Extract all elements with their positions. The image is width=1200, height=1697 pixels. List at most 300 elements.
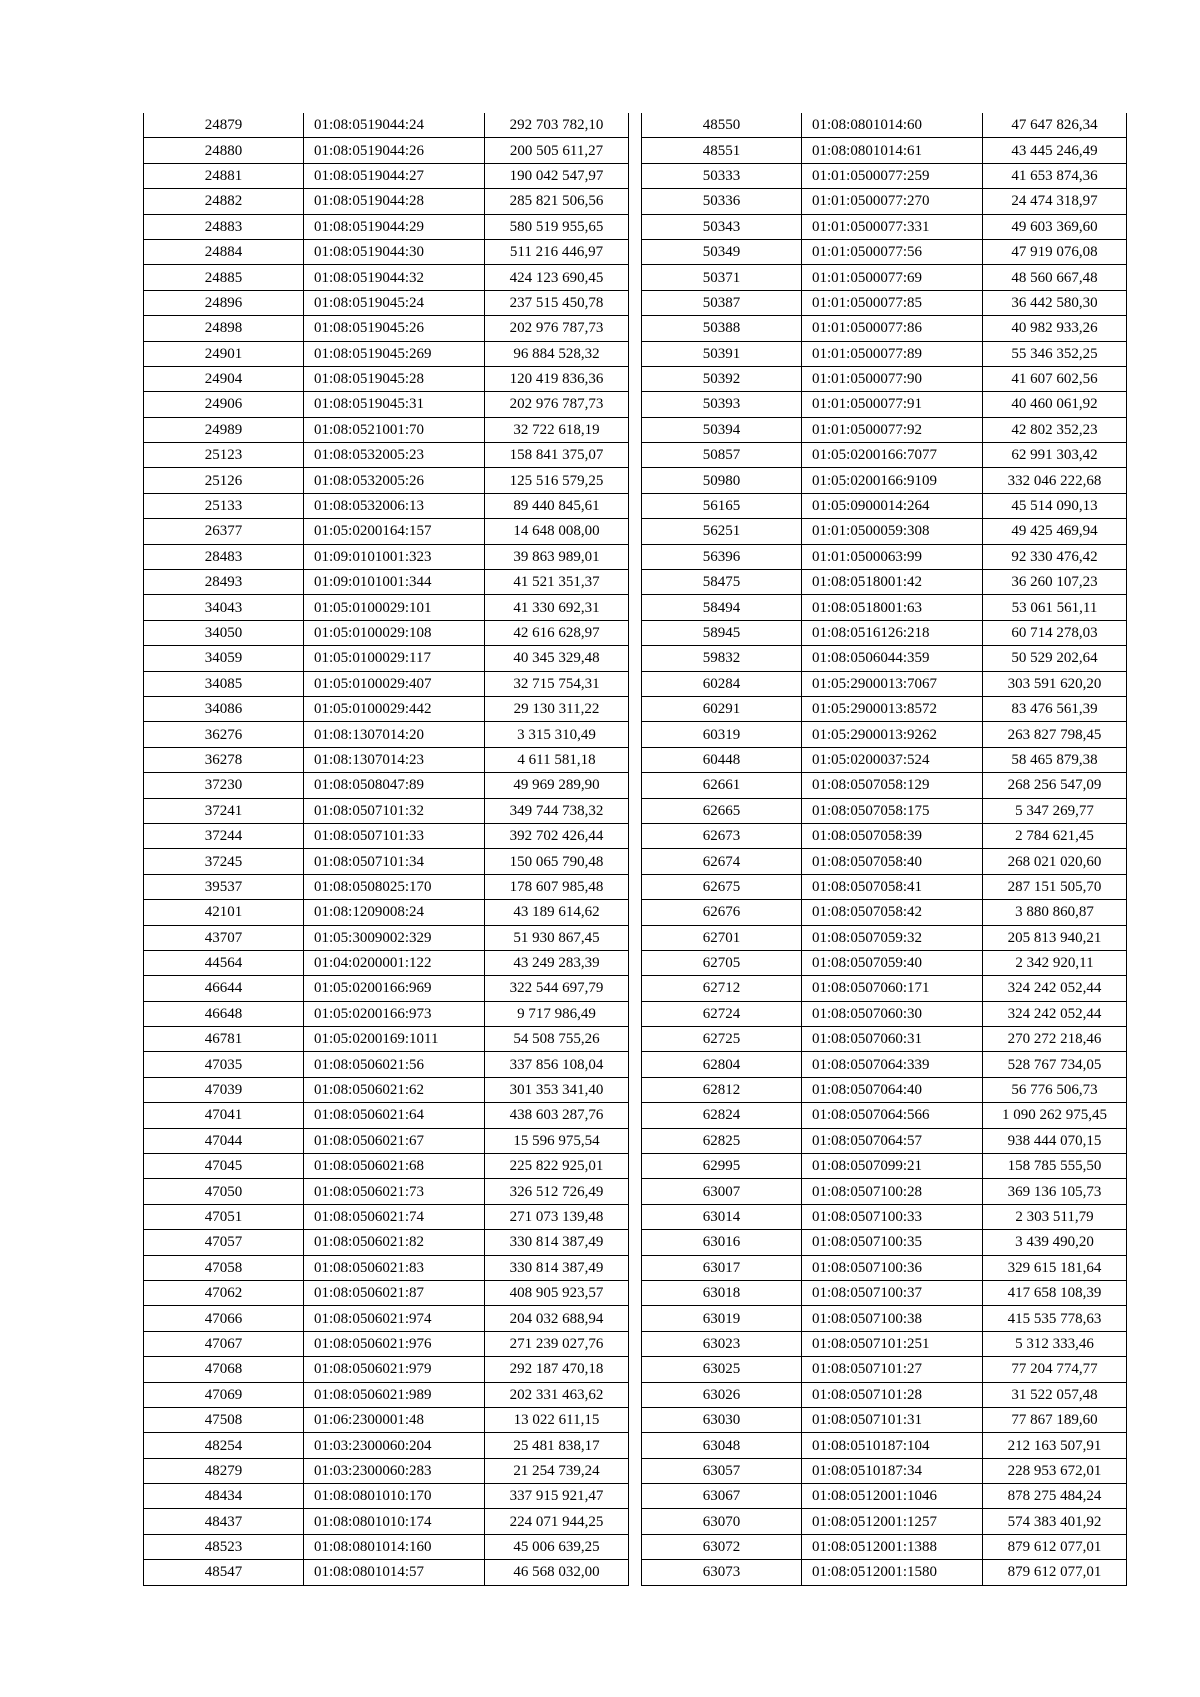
left-table-body: [144, 113, 629, 1585]
table-row: [144, 214, 629, 239]
table-row: [642, 696, 1127, 721]
table-row: [144, 417, 629, 442]
table-row: [642, 976, 1127, 1001]
row-number-cell: 25133: [144, 493, 304, 518]
cadastral-number-cell: 01:08:0508047:89: [304, 773, 485, 798]
row-number-cell: 47039: [144, 1077, 304, 1102]
row-number-cell: 47067: [144, 1331, 304, 1356]
table-row: [144, 595, 629, 620]
value-cell: 2 342 920,11: [983, 950, 1127, 975]
value-cell: 332 046 222,68: [983, 468, 1127, 493]
table-row: [642, 874, 1127, 899]
cadastral-number-cell: 01:05:3009002:329: [304, 925, 485, 950]
row-number-cell: 60319: [642, 722, 802, 747]
row-number-cell: 60448: [642, 747, 802, 772]
table-row: [144, 1306, 629, 1331]
value-cell: 268 021 020,60: [983, 849, 1127, 874]
table-row: [642, 138, 1127, 163]
value-cell: 415 535 778,63: [983, 1306, 1127, 1331]
cadastral-number-cell: 01:08:0801014:60: [802, 113, 983, 138]
row-number-cell: 56251: [642, 519, 802, 544]
value-cell: 424 123 690,45: [485, 265, 629, 290]
row-number-cell: 48547: [144, 1560, 304, 1585]
row-number-cell: 25123: [144, 443, 304, 468]
row-number-cell: 48279: [144, 1458, 304, 1483]
table-row: [642, 1077, 1127, 1102]
cadastral-number-cell: 01:08:0506021:68: [304, 1154, 485, 1179]
value-cell: 271 239 027,76: [485, 1331, 629, 1356]
row-number-cell: 58475: [642, 570, 802, 595]
table-row: [642, 595, 1127, 620]
cadastral-number-cell: 01:08:0510187:104: [802, 1433, 983, 1458]
row-number-cell: 63007: [642, 1179, 802, 1204]
row-number-cell: 63016: [642, 1230, 802, 1255]
row-number-cell: 24901: [144, 341, 304, 366]
value-cell: 237 515 450,78: [485, 290, 629, 315]
value-cell: 3 880 860,87: [983, 900, 1127, 925]
row-number-cell: 50371: [642, 265, 802, 290]
value-cell: 43 189 614,62: [485, 900, 629, 925]
cadastral-number-cell: 01:08:0519044:28: [304, 189, 485, 214]
value-cell: 202 976 787,73: [485, 392, 629, 417]
table-row: [642, 189, 1127, 214]
row-number-cell: 62804: [642, 1052, 802, 1077]
row-number-cell: 58494: [642, 595, 802, 620]
cadastral-number-cell: 01:08:0507100:33: [802, 1204, 983, 1229]
table-row: [642, 316, 1127, 341]
cadastral-number-cell: 01:03:2300060:283: [304, 1458, 485, 1483]
table-row: [642, 544, 1127, 569]
cadastral-number-cell: 01:03:2300060:204: [304, 1433, 485, 1458]
right-table-body: [642, 113, 1127, 1585]
cadastral-number-cell: 01:08:0532006:13: [304, 493, 485, 518]
value-cell: 14 648 008,00: [485, 519, 629, 544]
row-number-cell: 62712: [642, 976, 802, 1001]
value-cell: 200 505 611,27: [485, 138, 629, 163]
table-row: [144, 519, 629, 544]
right-table: [641, 113, 1127, 1586]
row-number-cell: 24881: [144, 163, 304, 188]
cadastral-number-cell: 01:01:0500077:69: [802, 265, 983, 290]
row-number-cell: 60284: [642, 671, 802, 696]
table-row: [642, 1306, 1127, 1331]
value-cell: 83 476 561,39: [983, 696, 1127, 721]
value-cell: 15 596 975,54: [485, 1128, 629, 1153]
table-row: [642, 773, 1127, 798]
cadastral-number-cell: 01:08:0507058:175: [802, 798, 983, 823]
row-number-cell: 50333: [642, 163, 802, 188]
table-row: [642, 798, 1127, 823]
value-cell: 528 767 734,05: [983, 1052, 1127, 1077]
cadastral-number-cell: 01:05:0200166:7077: [802, 443, 983, 468]
cadastral-number-cell: 01:08:0519045:31: [304, 392, 485, 417]
table-row: [642, 747, 1127, 772]
cadastral-number-cell: 01:08:0519045:269: [304, 341, 485, 366]
table-row: [642, 265, 1127, 290]
cadastral-number-cell: 01:08:0507060:30: [802, 1001, 983, 1026]
cadastral-number-cell: 01:08:0507064:40: [802, 1077, 983, 1102]
cadastral-number-cell: 01:05:2900013:8572: [802, 696, 983, 721]
table-row: [144, 1204, 629, 1229]
value-cell: 5 347 269,77: [983, 798, 1127, 823]
row-number-cell: 47066: [144, 1306, 304, 1331]
row-number-cell: 46648: [144, 1001, 304, 1026]
value-cell: 225 822 925,01: [485, 1154, 629, 1179]
value-cell: 263 827 798,45: [983, 722, 1127, 747]
row-number-cell: 62661: [642, 773, 802, 798]
value-cell: 49 603 369,60: [983, 214, 1127, 239]
cadastral-number-cell: 01:09:0101001:344: [304, 570, 485, 595]
cadastral-number-cell: 01:05:0200164:157: [304, 519, 485, 544]
value-cell: 337 915 921,47: [485, 1484, 629, 1509]
cadastral-number-cell: 01:01:0500077:86: [802, 316, 983, 341]
cadastral-number-cell: 01:08:0507100:35: [802, 1230, 983, 1255]
table-row: [642, 925, 1127, 950]
table-row: [144, 1509, 629, 1534]
table-row: [642, 341, 1127, 366]
cadastral-number-cell: 01:09:0101001:323: [304, 544, 485, 569]
cadastral-number-cell: 01:08:0512001:1580: [802, 1560, 983, 1585]
value-cell: 150 065 790,48: [485, 849, 629, 874]
value-cell: 1 090 262 975,45: [983, 1103, 1127, 1128]
table-row: [144, 1534, 629, 1559]
table-row: [642, 646, 1127, 671]
cadastral-number-cell: 01:05:0200037:524: [802, 747, 983, 772]
table-row: [144, 1357, 629, 1382]
row-number-cell: 34050: [144, 620, 304, 645]
row-number-cell: 63057: [642, 1458, 802, 1483]
row-number-cell: 50391: [642, 341, 802, 366]
value-cell: 3 439 490,20: [983, 1230, 1127, 1255]
value-cell: 878 275 484,24: [983, 1484, 1127, 1509]
row-number-cell: 63019: [642, 1306, 802, 1331]
cadastral-number-cell: 01:08:0507101:27: [802, 1357, 983, 1382]
value-cell: 369 136 105,73: [983, 1179, 1127, 1204]
row-number-cell: 62701: [642, 925, 802, 950]
row-number-cell: 50388: [642, 316, 802, 341]
table-row: [144, 925, 629, 950]
cadastral-number-cell: 01:01:0500077:91: [802, 392, 983, 417]
cadastral-number-cell: 01:08:0801010:170: [304, 1484, 485, 1509]
value-cell: 349 744 738,32: [485, 798, 629, 823]
cadastral-number-cell: 01:08:0507101:34: [304, 849, 485, 874]
cadastral-number-cell: 01:08:1307014:23: [304, 747, 485, 772]
row-number-cell: 63018: [642, 1280, 802, 1305]
cadastral-number-cell: 01:08:0507100:38: [802, 1306, 983, 1331]
value-cell: 228 953 672,01: [983, 1458, 1127, 1483]
cadastral-number-cell: 01:08:0507099:21: [802, 1154, 983, 1179]
value-cell: 58 465 879,38: [983, 747, 1127, 772]
cadastral-number-cell: 01:01:0500077:259: [802, 163, 983, 188]
table-row: [144, 823, 629, 848]
cadastral-number-cell: 01:08:0506021:67: [304, 1128, 485, 1153]
row-number-cell: 39537: [144, 874, 304, 899]
table-row: [144, 570, 629, 595]
cadastral-number-cell: 01:08:0510187:34: [802, 1458, 983, 1483]
value-cell: 202 976 787,73: [485, 316, 629, 341]
row-number-cell: 37241: [144, 798, 304, 823]
table-row: [144, 1280, 629, 1305]
value-cell: 43 249 283,39: [485, 950, 629, 975]
row-number-cell: 48550: [642, 113, 802, 138]
row-number-cell: 50343: [642, 214, 802, 239]
row-number-cell: 63048: [642, 1433, 802, 1458]
row-number-cell: 36276: [144, 722, 304, 747]
value-cell: 580 519 955,65: [485, 214, 629, 239]
row-number-cell: 47044: [144, 1128, 304, 1153]
row-number-cell: 47057: [144, 1230, 304, 1255]
table-row: [642, 443, 1127, 468]
row-number-cell: 50857: [642, 443, 802, 468]
row-number-cell: 34086: [144, 696, 304, 721]
value-cell: 89 440 845,61: [485, 493, 629, 518]
value-cell: 158 841 375,07: [485, 443, 629, 468]
value-cell: 62 991 303,42: [983, 443, 1127, 468]
row-number-cell: 48434: [144, 1484, 304, 1509]
row-number-cell: 34043: [144, 595, 304, 620]
row-number-cell: 25126: [144, 468, 304, 493]
value-cell: 120 419 836,36: [485, 366, 629, 391]
table-row: [642, 493, 1127, 518]
table-row: [144, 747, 629, 772]
cadastral-number-cell: 01:08:0519044:24: [304, 113, 485, 138]
table-row: [144, 696, 629, 721]
value-cell: 36 442 580,30: [983, 290, 1127, 315]
row-number-cell: 43707: [144, 925, 304, 950]
cadastral-number-cell: 01:01:0500077:270: [802, 189, 983, 214]
value-cell: 330 814 387,49: [485, 1230, 629, 1255]
table-row: [642, 1027, 1127, 1052]
value-cell: 329 615 181,64: [983, 1255, 1127, 1280]
row-number-cell: 50394: [642, 417, 802, 442]
row-number-cell: 24904: [144, 366, 304, 391]
value-cell: 271 073 139,48: [485, 1204, 629, 1229]
value-cell: 337 856 108,04: [485, 1052, 629, 1077]
row-number-cell: 47035: [144, 1052, 304, 1077]
row-number-cell: 47069: [144, 1382, 304, 1407]
table-row: [144, 874, 629, 899]
table-row: [642, 1331, 1127, 1356]
cadastral-number-cell: 01:01:0500077:56: [802, 239, 983, 264]
cadastral-number-cell: 01:08:0507060:31: [802, 1027, 983, 1052]
row-number-cell: 62705: [642, 950, 802, 975]
cadastral-number-cell: 01:08:1209008:24: [304, 900, 485, 925]
row-number-cell: 63017: [642, 1255, 802, 1280]
cadastral-number-cell: 01:08:0507059:32: [802, 925, 983, 950]
table-row: [144, 1027, 629, 1052]
left-table: [143, 113, 629, 1586]
table-row: [144, 366, 629, 391]
value-cell: 31 522 057,48: [983, 1382, 1127, 1407]
value-cell: 77 204 774,77: [983, 1357, 1127, 1382]
value-cell: 224 071 944,25: [485, 1509, 629, 1534]
table-row: [144, 316, 629, 341]
table-row: [144, 1484, 629, 1509]
cadastral-number-cell: 01:08:0519044:27: [304, 163, 485, 188]
value-cell: 41 653 874,36: [983, 163, 1127, 188]
row-number-cell: 24884: [144, 239, 304, 264]
cadastral-number-cell: 01:08:0801014:160: [304, 1534, 485, 1559]
row-number-cell: 47062: [144, 1280, 304, 1305]
row-number-cell: 26377: [144, 519, 304, 544]
table-row: [642, 1534, 1127, 1559]
table-row: [642, 1230, 1127, 1255]
table-row: [144, 1103, 629, 1128]
cadastral-number-cell: 01:01:0500077:92: [802, 417, 983, 442]
value-cell: 47 647 826,34: [983, 113, 1127, 138]
table-row: [642, 1001, 1127, 1026]
row-number-cell: 63072: [642, 1534, 802, 1559]
row-number-cell: 56396: [642, 544, 802, 569]
value-cell: 47 919 076,08: [983, 239, 1127, 264]
row-number-cell: 48523: [144, 1534, 304, 1559]
row-number-cell: 62675: [642, 874, 802, 899]
value-cell: 96 884 528,32: [485, 341, 629, 366]
cadastral-number-cell: 01:08:0521001:70: [304, 417, 485, 442]
cadastral-number-cell: 01:08:0519044:30: [304, 239, 485, 264]
table-row: [642, 849, 1127, 874]
value-cell: 268 256 547,09: [983, 773, 1127, 798]
value-cell: 32 722 618,19: [485, 417, 629, 442]
cadastral-number-cell: 01:08:0506021:82: [304, 1230, 485, 1255]
value-cell: 326 512 726,49: [485, 1179, 629, 1204]
value-cell: 40 982 933,26: [983, 316, 1127, 341]
value-cell: 54 508 755,26: [485, 1027, 629, 1052]
table-row: [642, 900, 1127, 925]
cadastral-number-cell: 01:08:0512001:1257: [802, 1509, 983, 1534]
cadastral-number-cell: 01:08:0506021:976: [304, 1331, 485, 1356]
table-row: [642, 1484, 1127, 1509]
cadastral-number-cell: 01:08:0507058:41: [802, 874, 983, 899]
table-row: [642, 722, 1127, 747]
cadastral-number-cell: 01:08:0518001:63: [802, 595, 983, 620]
table-row: [144, 544, 629, 569]
table-row: [642, 163, 1127, 188]
value-cell: 408 905 923,57: [485, 1280, 629, 1305]
table-row: [642, 519, 1127, 544]
value-cell: 190 042 547,97: [485, 163, 629, 188]
row-number-cell: 60291: [642, 696, 802, 721]
cadastral-number-cell: 01:08:0506021:989: [304, 1382, 485, 1407]
row-number-cell: 48551: [642, 138, 802, 163]
value-cell: 879 612 077,01: [983, 1534, 1127, 1559]
cadastral-number-cell: 01:05:0100029:108: [304, 620, 485, 645]
cadastral-number-cell: 01:08:0519045:24: [304, 290, 485, 315]
row-number-cell: 63067: [642, 1484, 802, 1509]
table-row: [144, 1128, 629, 1153]
table-row: [642, 1382, 1127, 1407]
value-cell: 36 260 107,23: [983, 570, 1127, 595]
table-row: [642, 1204, 1127, 1229]
cadastral-number-cell: 01:08:0507100:37: [802, 1280, 983, 1305]
table-row: [144, 671, 629, 696]
cadastral-number-cell: 01:08:0508025:170: [304, 874, 485, 899]
row-number-cell: 24885: [144, 265, 304, 290]
value-cell: 417 658 108,39: [983, 1280, 1127, 1305]
value-cell: 202 331 463,62: [485, 1382, 629, 1407]
value-cell: 53 061 561,11: [983, 595, 1127, 620]
row-number-cell: 50392: [642, 366, 802, 391]
row-number-cell: 42101: [144, 900, 304, 925]
row-number-cell: 47058: [144, 1255, 304, 1280]
row-number-cell: 34085: [144, 671, 304, 696]
value-cell: 511 216 446,97: [485, 239, 629, 264]
cadastral-number-cell: 01:08:0507060:171: [802, 976, 983, 1001]
value-cell: 40 460 061,92: [983, 392, 1127, 417]
value-cell: 25 481 838,17: [485, 1433, 629, 1458]
row-number-cell: 28493: [144, 570, 304, 595]
value-cell: 204 032 688,94: [485, 1306, 629, 1331]
row-number-cell: 63070: [642, 1509, 802, 1534]
cadastral-number-cell: 01:08:0506021:87: [304, 1280, 485, 1305]
row-number-cell: 47508: [144, 1407, 304, 1432]
row-number-cell: 24883: [144, 214, 304, 239]
cadastral-number-cell: 01:08:0507058:40: [802, 849, 983, 874]
value-cell: 2 784 621,45: [983, 823, 1127, 848]
table-row: [144, 950, 629, 975]
cadastral-number-cell: 01:08:0506021:64: [304, 1103, 485, 1128]
table-row: [642, 1052, 1127, 1077]
value-cell: 879 612 077,01: [983, 1560, 1127, 1585]
cadastral-number-cell: 01:05:0200166:9109: [802, 468, 983, 493]
value-cell: 438 603 287,76: [485, 1103, 629, 1128]
cadastral-number-cell: 01:08:0507064:566: [802, 1103, 983, 1128]
table-row: [642, 366, 1127, 391]
table-row: [642, 1433, 1127, 1458]
cadastral-number-cell: 01:05:0100029:117: [304, 646, 485, 671]
value-cell: 303 591 620,20: [983, 671, 1127, 696]
cadastral-number-cell: 01:08:0507058:39: [802, 823, 983, 848]
cadastral-number-cell: 01:06:2300001:48: [304, 1407, 485, 1432]
table-row: [144, 1433, 629, 1458]
row-number-cell: 24898: [144, 316, 304, 341]
table-row: [144, 1255, 629, 1280]
cadastral-number-cell: 01:08:0512001:1388: [802, 1534, 983, 1559]
cadastral-number-cell: 01:05:0200166:969: [304, 976, 485, 1001]
value-cell: 158 785 555,50: [983, 1154, 1127, 1179]
cadastral-number-cell: 01:08:0507101:251: [802, 1331, 983, 1356]
row-number-cell: 58945: [642, 620, 802, 645]
table-row: [642, 468, 1127, 493]
value-cell: 287 151 505,70: [983, 874, 1127, 899]
value-cell: 49 969 289,90: [485, 773, 629, 798]
row-number-cell: 63025: [642, 1357, 802, 1382]
cadastral-number-cell: 01:08:0801014:61: [802, 138, 983, 163]
value-cell: 301 353 341,40: [485, 1077, 629, 1102]
value-cell: 324 242 052,44: [983, 1001, 1127, 1026]
table-row: [144, 1052, 629, 1077]
value-cell: 938 444 070,15: [983, 1128, 1127, 1153]
row-number-cell: 50387: [642, 290, 802, 315]
cadastral-number-cell: 01:01:0500077:89: [802, 341, 983, 366]
value-cell: 48 560 667,48: [983, 265, 1127, 290]
table-row: [642, 1407, 1127, 1432]
table-row: [642, 1280, 1127, 1305]
cadastral-number-cell: 01:08:0507101:33: [304, 823, 485, 848]
cadastral-number-cell: 01:08:0507064:57: [802, 1128, 983, 1153]
cadastral-number-cell: 01:05:0900014:264: [802, 493, 983, 518]
cadastral-number-cell: 01:08:0506021:56: [304, 1052, 485, 1077]
row-number-cell: 50393: [642, 392, 802, 417]
cadastral-number-cell: 01:08:0518001:42: [802, 570, 983, 595]
row-number-cell: 63073: [642, 1560, 802, 1585]
cadastral-number-cell: 01:08:0519044:29: [304, 214, 485, 239]
table-row: [144, 493, 629, 518]
row-number-cell: 37230: [144, 773, 304, 798]
cadastral-number-cell: 01:08:0506021:979: [304, 1357, 485, 1382]
value-cell: 21 254 739,24: [485, 1458, 629, 1483]
row-number-cell: 46781: [144, 1027, 304, 1052]
